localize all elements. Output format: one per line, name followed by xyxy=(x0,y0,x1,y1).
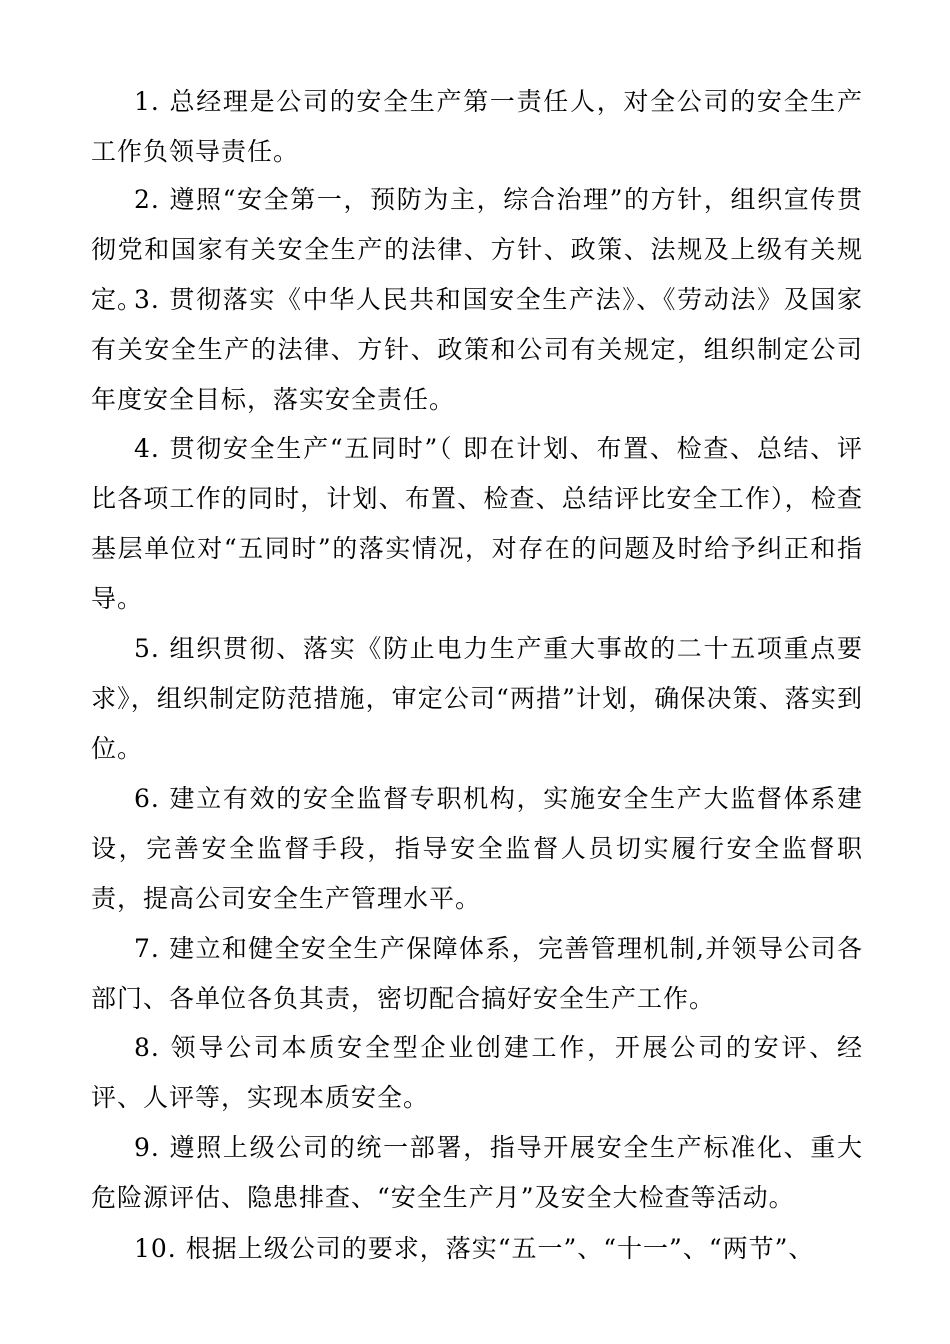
paragraph-8: 8. 领导公司本质安全型企业创建工作，开展公司的安评、经评、人评等，实现本质安全。 xyxy=(91,1033,863,1112)
paragraph-2: 2. 遵照“安全第一，预防为主，综合治理”的方针，组织宣传贯彻党和国家有关安全生产的法律、方针、政策、法规及上级有关规定。 xyxy=(91,185,863,314)
paragraph-9: 9. 遵照上级公司的统一部署，指导开展安全生产标准化、重大危险源评估、隐患排查、“安全生产月”及安全大检查等活动。 xyxy=(91,1133,863,1212)
paragraph-10: 10. 根据上级公司的要求，落实“五一”、“十一”、“两节”、 xyxy=(134,1234,815,1263)
paragraph-1: 1. 总经理是公司的安全生产第一责任人，对全公司的安全生产工作负领导责任。 xyxy=(91,87,863,166)
paragraph-6: 6. 建立有效的安全监督专职机构，实施安全生产大监督体系建设，完善安全监督手段，指导安全监督人员切实履行安全监督职责，提高公司安全生产管理水平。 xyxy=(91,784,863,913)
paragraph-7: 7. 建立和健全安全生产保障体系，完善管理机制,并领导公司各部门、各单位各负其责，密切配合搞好安全生产工作。 xyxy=(91,934,863,1013)
paragraph-3: 3. 贯彻落实《中华人民共和国安全生产法》、《劳动法》及国家有关安全生产的法律、方针、政策和公司有关规定，组织制定公司年度安全目标，落实安全责任。 xyxy=(91,285,863,414)
paragraph-4: 4. 贯彻安全生产“五同时”（ 即在计划、布置、检查、总结、评比各项工作的同时，计划、布置、检查、总结评比安全工作），检查基层单位对“五同时”的落实情况，对存在的问题及时给予纠正和指导。 xyxy=(91,434,863,613)
paragraph-5: 5. 组织贯彻、落实《防止电力生产重大事故的二十五项重点要求》，组织制定防范措施，审定公司“两措”计划，确保决策、落实到位。 xyxy=(91,634,863,763)
